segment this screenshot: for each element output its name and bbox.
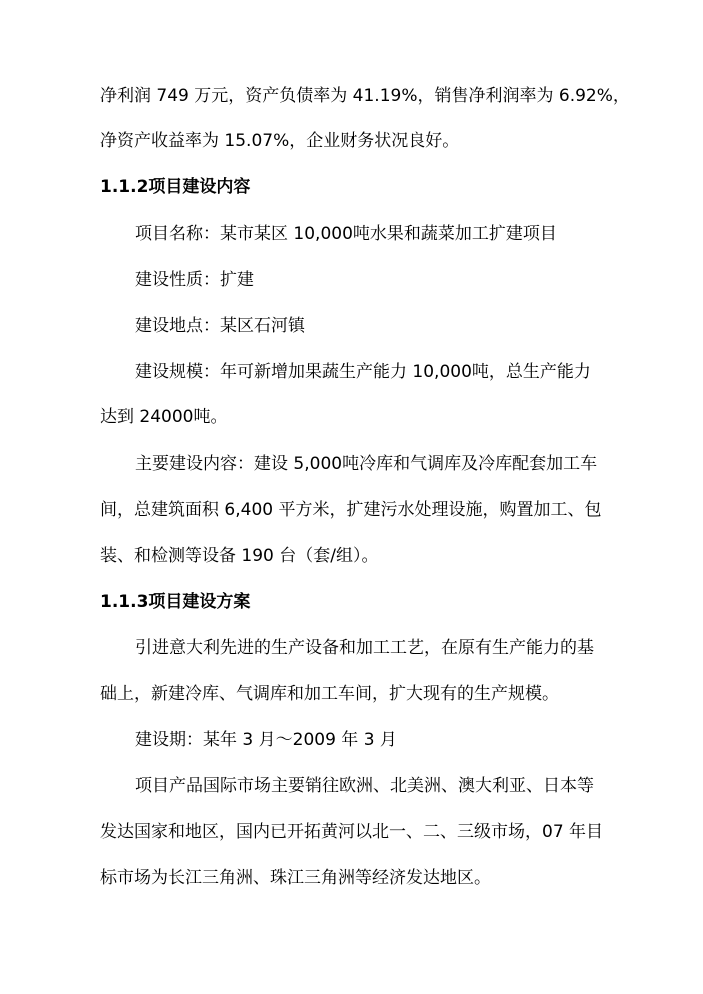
main-content-line-1: 主要建设内容：建设 5,000吨冷库和气调库及冷库配套加工车 [135, 454, 598, 474]
section-heading-1-1-2: 1.1.2项目建设内容 [100, 177, 251, 197]
construction-plan-line-1: 引进意大利先进的生产设备和加工工艺，在原有生产能力的基 [135, 638, 594, 658]
project-location-line: 建设地点：某区石河镇 [135, 316, 305, 336]
market-line-3: 标市场为长江三角洲、珠江三角洲等经济发达地区。 [100, 868, 491, 888]
project-name-line: 项目名称：某市某区 10,000吨水果和蔬菜加工扩建项目 [135, 224, 557, 244]
project-nature-line: 建设性质：扩建 [135, 270, 254, 290]
section-heading-1-1-3: 1.1.3项目建设方案 [100, 592, 251, 612]
paragraph-finance-line-1: 净利润 749 万元，资产负债率为 41.19%，销售净利润率为 6.92%， [100, 86, 630, 106]
market-line-1: 项目产品国际市场主要销往欧洲、北美洲、澳大利亚、日本等 [135, 776, 594, 796]
project-scale-line-2: 达到 24000吨。 [100, 407, 228, 427]
project-scale-line-1: 建设规模：年可新增加果蔬生产能力 10,000吨，总生产能力 [135, 362, 591, 382]
construction-plan-line-2: 础上，新建冷库、气调库和加工车间，扩大现有的生产规模。 [100, 684, 559, 704]
main-content-line-2: 间，总建筑面积 6,400 平方米，扩建污水处理设施，购置加工、包 [100, 500, 602, 520]
market-line-2: 发达国家和地区，国内已开拓黄河以北一、二、三级市场，07 年目 [100, 822, 604, 842]
paragraph-finance-line-2: 净资产收益率为 15.07%，企业财务状况良好。 [100, 131, 460, 151]
construction-period-line: 建设期：某年 3 月～2009 年 3 月 [135, 730, 397, 750]
main-content-line-3: 装、和检测等设备 190 台（套/组）。 [100, 546, 379, 566]
